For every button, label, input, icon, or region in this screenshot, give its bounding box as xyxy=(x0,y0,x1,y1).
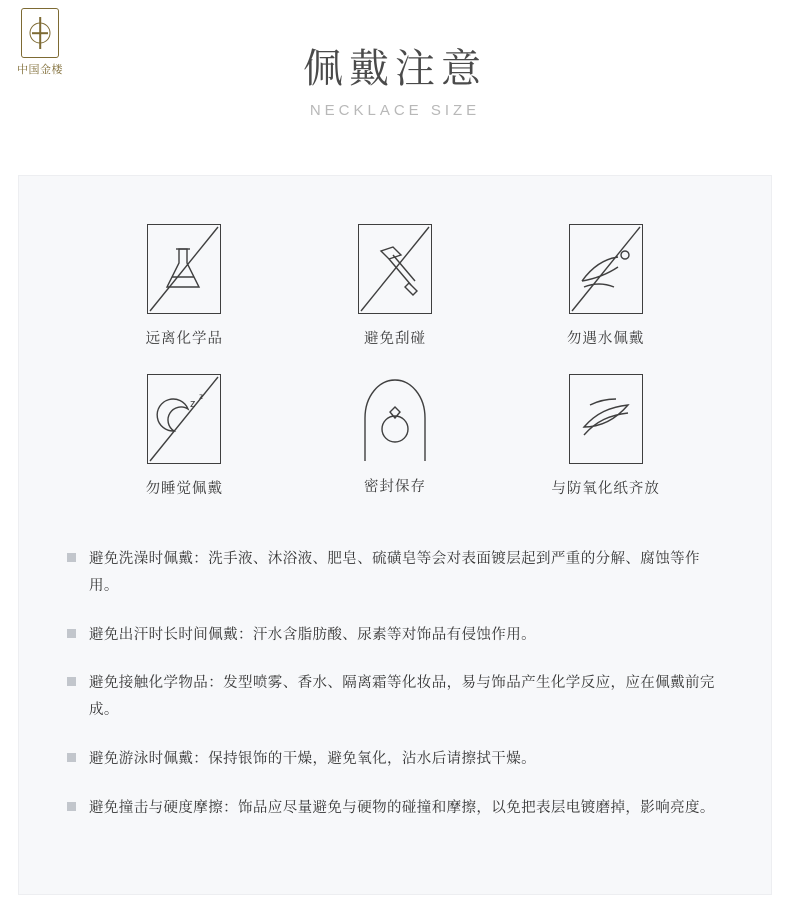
care-icon-cell xyxy=(500,374,711,498)
list-item xyxy=(67,746,723,773)
square-bullet-icon xyxy=(67,677,76,686)
note-text: 避免接触化学物品：发型喷雾、香水、隔离霜等化妆品，易与饰品产生化学反应，应在佩戴前完成。 xyxy=(89,675,715,719)
care-icon-cell xyxy=(79,224,290,348)
care-icon-caption: 密封保存 xyxy=(363,479,426,495)
anti-oxidation-paper-icon xyxy=(569,374,643,464)
svg-text:z: z xyxy=(199,392,204,401)
no-chemicals-icon xyxy=(147,224,221,314)
care-icon-caption: 与防氧化纸齐放 xyxy=(551,481,660,497)
square-bullet-icon xyxy=(67,629,76,638)
note-text: 避免撞击与硬度摩擦：饰品应尽量避免与硬物的碰撞和摩擦，以免把表层电镀磨掉，影响亮度。 xyxy=(89,799,715,816)
care-icon-caption: 远离化学品 xyxy=(145,331,224,347)
brand-logo xyxy=(8,8,72,77)
page-header xyxy=(0,0,790,119)
care-instructions-panel xyxy=(18,175,772,895)
care-icon-cell xyxy=(290,224,501,348)
list-item xyxy=(67,795,723,822)
care-icon-caption: 勿遇水佩戴 xyxy=(566,331,645,347)
care-icon-caption: 避免刮碰 xyxy=(363,331,426,347)
no-scratch-hammer-icon xyxy=(358,224,432,314)
care-icon-caption: 勿睡觉佩戴 xyxy=(145,481,224,497)
list-item xyxy=(67,622,723,649)
square-bullet-icon xyxy=(67,753,76,762)
care-notes-list xyxy=(19,524,771,822)
list-item xyxy=(67,546,723,600)
jinlou-logo-icon xyxy=(21,8,59,58)
care-icon-cell xyxy=(290,374,501,498)
care-icon-cell xyxy=(79,374,290,498)
square-bullet-icon xyxy=(67,802,76,811)
care-icon-grid xyxy=(19,176,771,524)
note-text: 避免出汗时长时间佩戴：汗水含脂肪酸、尿素等对饰品有侵蚀作用。 xyxy=(89,626,536,643)
list-item xyxy=(67,670,723,724)
note-text: 避免洗澡时佩戴：洗手液、沐浴液、肥皂、硫磺皂等会对表面镀层起到严重的分解、腐蚀等作用。 xyxy=(89,551,700,594)
svg-text:z: z xyxy=(190,398,196,410)
brand-name: 中国金楼 xyxy=(17,64,63,76)
logo-horizontal-stroke xyxy=(32,32,48,34)
note-text: 避免游泳时佩戴：保持银饰的干燥，避免氧化，沾水后请擦拭干燥。 xyxy=(89,751,536,768)
square-bullet-icon xyxy=(67,553,76,562)
page-subtitle: NECKLACE SIZE xyxy=(309,102,481,119)
care-icon-cell xyxy=(500,224,711,348)
sealed-storage-ring-icon xyxy=(359,374,431,462)
no-water-icon xyxy=(569,224,643,314)
no-sleeping-icon xyxy=(147,374,221,464)
page-title: 佩戴注意 xyxy=(303,47,487,91)
